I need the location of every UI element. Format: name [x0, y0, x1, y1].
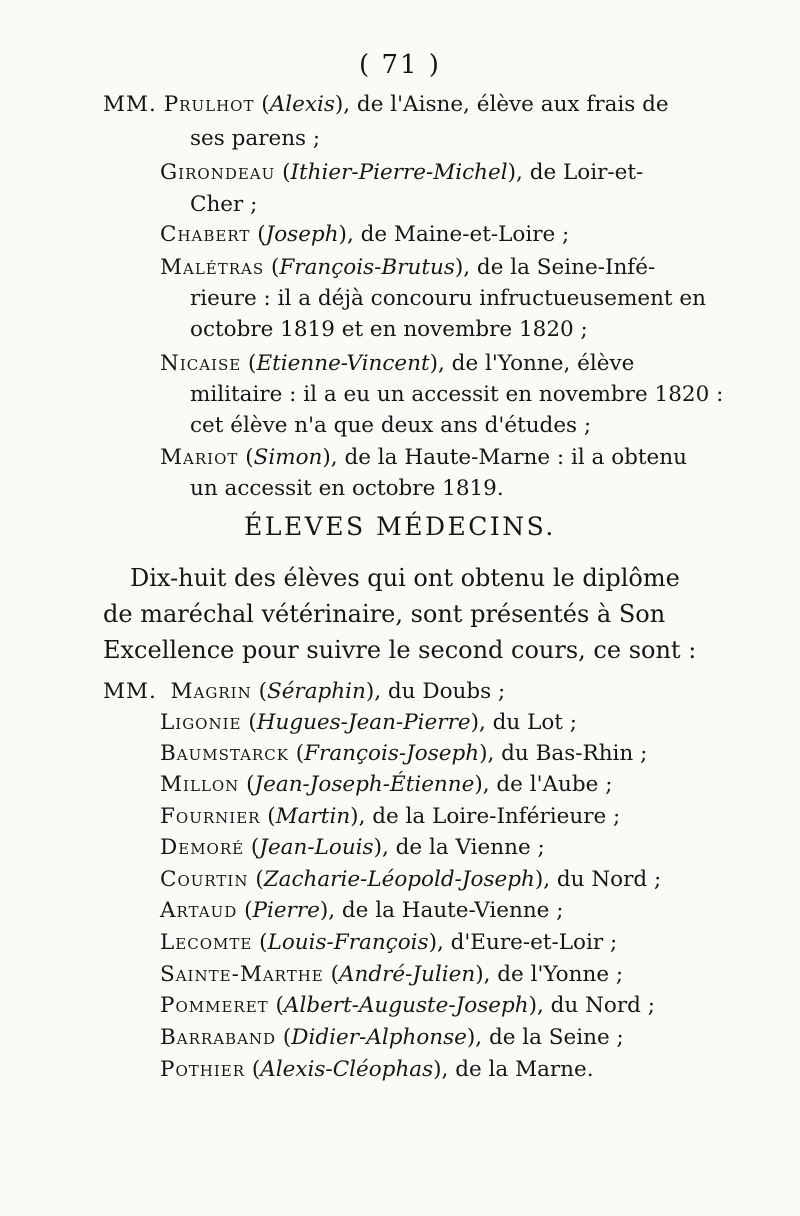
section-heading: ÉLEVES MÉDECINS. — [244, 512, 556, 541]
list-item: Pommeret (Albert-Auguste-Joseph), du Nord ; — [160, 993, 655, 1018]
entry-text: , du Bas-Rhin ; — [487, 741, 648, 766]
given-name: Etienne-Vincent — [256, 351, 430, 376]
list-item: Malétras (François-Brutus), de la Seine-Infé- — [160, 255, 656, 280]
list-item: Sainte-Marthe (André-Julien), de l'Yonne ; — [160, 962, 624, 987]
entry-text: , de la Loire-Inférieure ; — [358, 804, 621, 829]
given-name: Alexis-Cléophas — [260, 1057, 434, 1082]
list-item: Barraband (Didier-Alphonse), de la Seine ; — [160, 1025, 624, 1050]
surname: Sainte-Marthe — [160, 962, 324, 987]
surname: Girondeau — [160, 160, 276, 185]
entry-continuation: ses parens ; — [190, 126, 321, 151]
given-name: Joseph — [265, 222, 339, 247]
entry-continuation: octobre 1819 et en novembre 1820 ; — [190, 317, 588, 342]
paragraph-line: Dix-huit des élèves qui ont obtenu le diplôme — [130, 564, 680, 592]
surname: Chabert — [160, 222, 251, 247]
given-name: Didier-Alphonse — [291, 1025, 467, 1050]
given-name: André-Julien — [338, 962, 476, 987]
entry-text: , de l'Aisne, élève aux frais de — [343, 92, 669, 117]
list-item: Ligonie (Hugues-Jean-Pierre), du Lot ; — [160, 710, 578, 735]
list-item: Courtin (Zacharie-Léopold-Joseph), du Nord ; — [160, 867, 662, 892]
surname: Fournier — [160, 804, 261, 829]
entry-text: , de la Marne. — [441, 1057, 594, 1082]
surname: Courtin — [160, 867, 249, 892]
given-name: Alexis — [269, 92, 335, 117]
surname: Mariot — [160, 445, 239, 470]
list-item: Mariot (Simon), de la Haute-Marne : il a obtenu — [160, 445, 687, 470]
given-name: Simon — [253, 445, 323, 470]
given-name: Zacharie-Léopold-Joseph — [263, 867, 535, 892]
entry-continuation: cet élève n'a que deux ans d'études ; — [190, 413, 592, 438]
list-item: Pothier (Alexis-Cléophas), de la Marne. — [160, 1057, 594, 1082]
entry-text: , de la Haute-Vienne ; — [328, 898, 564, 923]
given-name: Séraphin — [266, 679, 366, 704]
given-name: François-Joseph — [304, 741, 480, 766]
surname: Barraband — [160, 1025, 277, 1050]
list-item: Nicaise (Etienne-Vincent), de l'Yonne, élève — [160, 351, 635, 376]
surname: Baumstarck — [160, 741, 289, 766]
entry-continuation: militaire : il a eu un accessit en novembre 1820 : — [190, 382, 724, 407]
surname: Artaud — [160, 898, 238, 923]
list-item: MM. Prulhot (Alexis), de l'Aisne, élève aux frais de — [103, 92, 669, 117]
entry-text: , de la Vienne ; — [381, 835, 545, 860]
list-item: Girondeau (Ithier-Pierre-Michel), de Loir-et- — [160, 160, 644, 185]
list-item: Millon (Jean-Joseph-Étienne), de l'Aube ; — [160, 772, 613, 797]
list-item: MM. Magrin (Séraphin), du Doubs ; — [103, 679, 506, 704]
entry-text: , de l'Yonne, élève — [438, 351, 635, 376]
list-item: Fournier (Martin), de la Loire-Inférieure ; — [160, 804, 621, 829]
given-name: François-Brutus — [279, 255, 455, 280]
list-item: Lecomte (Louis-François), d'Eure-et-Loir ; — [160, 930, 618, 955]
entry-text: , de l'Yonne ; — [483, 962, 624, 987]
entry-text: , de Loir-et- — [516, 160, 644, 185]
surname: Pothier — [160, 1057, 246, 1082]
given-name: Martin — [275, 804, 351, 829]
entry-text: , de l'Aube ; — [482, 772, 613, 797]
entry-continuation: un accessit en octobre 1819. — [190, 476, 504, 501]
given-name: Louis-François — [267, 930, 429, 955]
entry-text: , d'Eure-et-Loir ; — [436, 930, 618, 955]
surname: Pommeret — [160, 993, 269, 1018]
given-name: Jean-Joseph-Étienne — [254, 772, 475, 797]
given-name: Ithier-Pierre-Michel — [290, 160, 508, 185]
surname: Prulhot — [163, 92, 255, 117]
list-item: Baumstarck (François-Joseph), du Bas-Rhin ; — [160, 741, 648, 766]
surname: Nicaise — [160, 351, 242, 376]
given-name: Hugues-Jean-Pierre — [256, 710, 471, 735]
surname: Millon — [160, 772, 240, 797]
entry-text: , de la Haute-Marne : il a obtenu — [330, 445, 687, 470]
surname: Demoré — [160, 835, 245, 860]
surname: Lecomte — [160, 930, 253, 955]
surname: Malétras — [160, 255, 265, 280]
list-prefix: MM. — [103, 92, 157, 117]
list-item: Artaud (Pierre), de la Haute-Vienne ; — [160, 898, 564, 923]
surname: Ligonie — [160, 710, 242, 735]
given-name: Jean-Louis — [259, 835, 374, 860]
entry-text: , du Lot ; — [478, 710, 578, 735]
list-prefix: MM. — [103, 679, 157, 704]
paragraph-line: de maréchal vétérinaire, sont présentés à Son — [103, 600, 666, 628]
entry-continuation: rieure : il a déjà concouru infructueusement en — [190, 286, 706, 311]
entry-text: , du Doubs ; — [374, 679, 506, 704]
entry-text: , du Nord ; — [536, 993, 655, 1018]
given-name: Pierre — [252, 898, 320, 923]
entry-text: , de la Seine-Infé- — [463, 255, 656, 280]
given-name: Albert-Auguste-Joseph — [283, 993, 529, 1018]
entry-continuation: Cher ; — [190, 192, 258, 217]
entry-text: , de Maine-et-Loire ; — [346, 222, 570, 247]
page-number: ( 71 ) — [359, 50, 441, 80]
paragraph-line: Excellence pour suivre le second cours, ce sont : — [103, 636, 697, 664]
list-item: Chabert (Joseph), de Maine-et-Loire ; — [160, 222, 570, 247]
list-item: Demoré (Jean-Louis), de la Vienne ; — [160, 835, 545, 860]
surname: Magrin — [170, 679, 252, 704]
entry-text: , de la Seine ; — [475, 1025, 624, 1050]
entry-text: , du Nord ; — [543, 867, 662, 892]
